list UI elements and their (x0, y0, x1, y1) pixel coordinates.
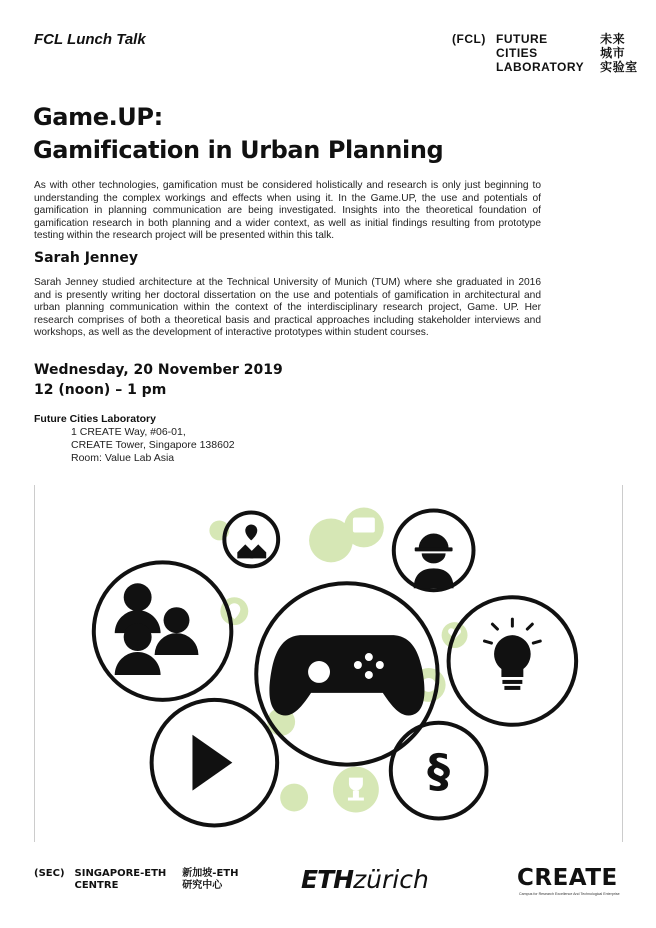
title-line-2: Gamification in Urban Planning (33, 136, 444, 164)
page-title (33, 101, 443, 167)
sec-logo-line: SINGAPORE-ETH (74, 868, 167, 879)
event-when (34, 360, 283, 400)
sec-logo-abbr: (SEC) (34, 868, 65, 879)
fcl-logo-abbr: (FCL) (452, 32, 486, 46)
abstract-paragraph: As with other technologies, gamification must be considered holistically and research is only just beginning to understanding the complex workings and effects when using it. In the Game.UP, the use and potentials of gamification in planning communication are being investigated. Insights into the theoretical foundation of gamification research in both planning and a wider context, as well as initial findings resulting from prototype testing within the research project will be presented within this talk. (34, 180, 541, 242)
construction-worker-icon (414, 533, 454, 588)
speaker-name: Sarah Jenney (34, 250, 138, 266)
fcl-logo-chinese-line: 未来 (600, 32, 626, 46)
sec-logo-chinese-line: 研究中心 (182, 880, 223, 891)
fcl-logo-line: CITIES (496, 46, 538, 60)
event-date: Wednesday, 20 November 2019 (34, 362, 283, 378)
people-group-icon (115, 583, 199, 675)
fcl-logo-line: FUTURE (496, 32, 548, 46)
sec-logo-chinese-line: 新加坡-ETH (182, 868, 239, 879)
fcl-logo-chinese-line: 城市 (600, 46, 626, 60)
title-line-1: Game.UP: (33, 103, 163, 131)
speaker-bio: Sarah Jenney studied architecture at the Technical University of Munich (TUM) where she graduated in 2016 and is presently writing her doctoral dissertation on the use and potentials of gamification in architectural and urban planning communication within the context of the interdisciplinary research project, Game. UP. Her research comprises of both a theoretical basis and practical approaches including stakeholder interviews and workshops, as well as the development of interactive prototypes within student courses. (34, 277, 541, 339)
venue-line: 1 CREATE Way, #06-01, (71, 426, 186, 438)
lightbulb-icon (484, 619, 540, 690)
fcl-logo-chinese-line: 实验室 (600, 60, 638, 74)
fcl-logo-line: LABORATORY (496, 60, 585, 74)
venue-line: CREATE Tower, Singapore 138602 (71, 439, 235, 451)
fcl-logo (452, 32, 638, 74)
gamification-illustration (34, 485, 623, 842)
create-tagline: Campus for Research Excellence And Technological Enterprise (519, 892, 620, 896)
people-group-ring (94, 562, 232, 700)
sec-logo (34, 868, 238, 892)
sec-logo-line: CENTRE (74, 880, 119, 891)
game-controller-icon (269, 635, 424, 715)
venue-name: Future Cities Laboratory (34, 413, 156, 425)
footer-logos (0, 862, 656, 902)
venue-line: Room: Value Lab Asia (71, 452, 175, 464)
series-label: FCL Lunch Talk (34, 31, 146, 48)
section-sign-icon: § (427, 743, 451, 798)
play-icon (192, 735, 232, 791)
globe-icon (280, 784, 308, 812)
event-time: 12 (noon) – 1 pm (34, 382, 167, 398)
eth-zurich-logo (301, 866, 429, 894)
create-logo: CREATE (517, 865, 618, 891)
houses-pin-icon (237, 524, 266, 558)
venue-address (71, 426, 235, 465)
eth-logo-bold: ETH (301, 865, 354, 894)
eth-logo-rest: zürich (353, 865, 429, 894)
